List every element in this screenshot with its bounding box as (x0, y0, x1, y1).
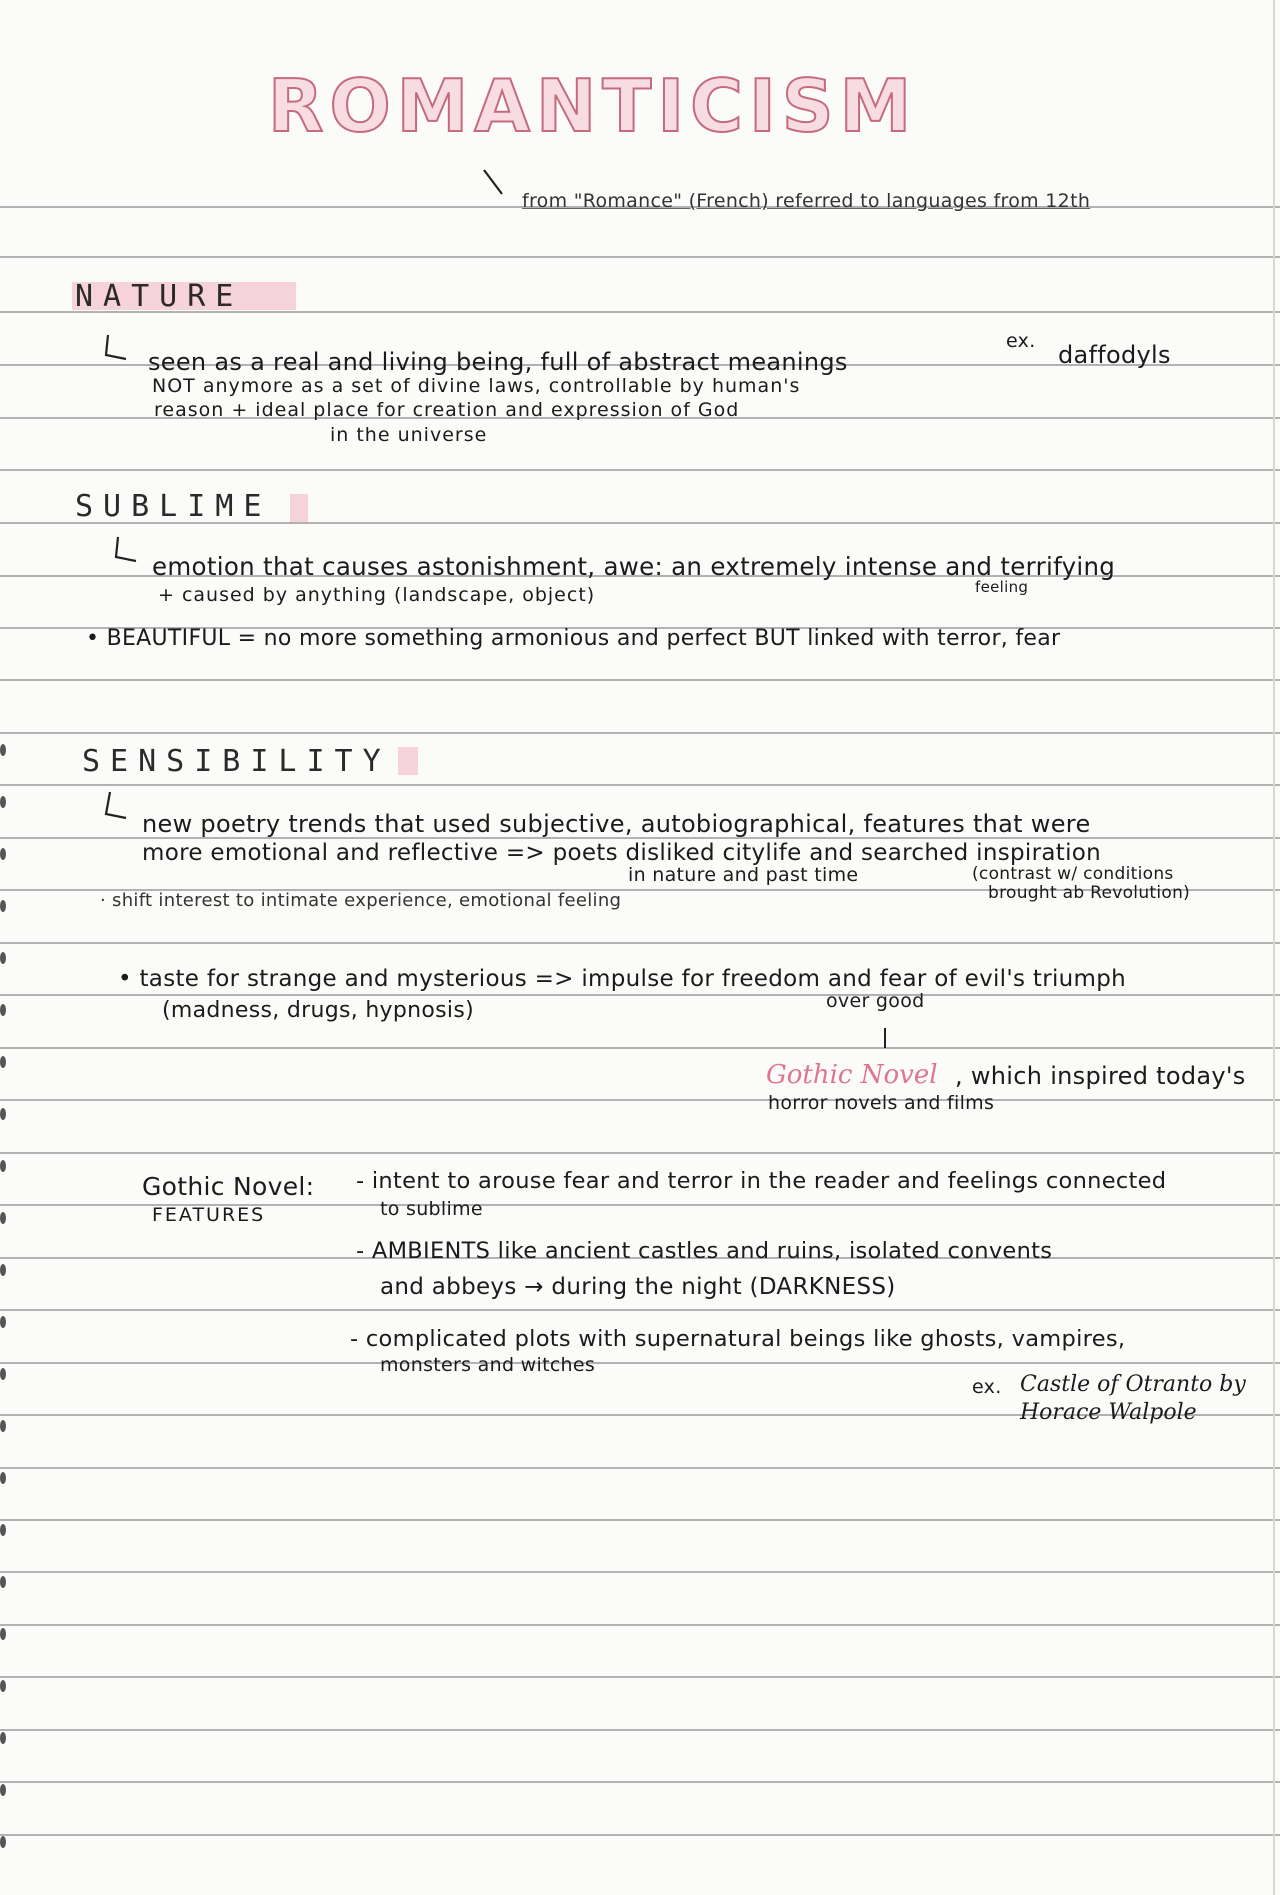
feature-2-line-2: and abbeys → during the night (DARKNESS) (380, 1274, 896, 1300)
feature-3-line-1: - complicated plots with supernatural beings like ghosts, vampires, (350, 1326, 1126, 1352)
heading-highlight (398, 747, 418, 775)
heading-highlight (290, 494, 308, 522)
branch-stroke (102, 333, 132, 363)
gothic-example-line-1: Castle of Otranto by (1020, 1372, 1246, 1397)
sensibility-taste-2: (madness, drugs, hypnosis) (162, 998, 474, 1023)
sensibility-heading: SENSIBILITY (82, 744, 391, 779)
nature-line-4: in the universe (330, 424, 488, 446)
sublime-heading: SUBLIME (75, 489, 272, 524)
gothic-example-label: ex. (972, 1376, 1002, 1398)
gothic-example-line-2: Horace Walpole (1020, 1400, 1197, 1425)
gothic-novel-rest: , which inspired today's (955, 1062, 1246, 1090)
page-title: ROMANTICISM (268, 64, 918, 148)
title-origin-note: from "Romance" (French) referred to languages from 12th (522, 190, 1091, 212)
sensibility-taste-1: • taste for strange and mysterious => impulse for freedom and fear of evil's triumph (118, 966, 1126, 992)
sensibility-line-2: more emotional and reflective => poets disliked citylife and searched inspiration (142, 840, 1102, 866)
sensibility-contrast-2: brought ab Revolution) (988, 883, 1191, 903)
sensibility-line-1: new poetry trends that used subjective, autobiographical, features that were (142, 810, 1091, 838)
feature-3-line-2: monsters and witches (380, 1354, 596, 1376)
branch-stroke (102, 790, 132, 822)
sublime-line-1: emotion that causes astonishment, awe: an extremely intense and terrifying (152, 552, 1116, 581)
nature-example-label: ex. (1006, 330, 1036, 352)
nature-example: daffodyls (1058, 341, 1171, 369)
feature-2-line-1: - AMBIENTS like ancient castles and ruins, isolated convents (356, 1238, 1053, 1264)
sublime-beautiful: • BEAUTIFUL = no more something armonious and perfect BUT linked with terror, fear (86, 626, 1061, 651)
nature-line-3: reason + ideal place for creation and expression of God (154, 399, 740, 421)
feature-1-line-1: - intent to arouse fear and terror in the reader and feelings connected (356, 1168, 1167, 1194)
sublime-line-2: + caused by anything (landscape, object) (158, 584, 596, 606)
sublime-line-1-sub: feeling (975, 578, 1029, 596)
branch-stroke (480, 168, 510, 198)
sensibility-contrast-1: (contrast w/ conditions (972, 864, 1174, 884)
gothic-features-label: Gothic Novel: (142, 1172, 315, 1201)
feature-1-line-2: to sublime (380, 1198, 483, 1220)
sensibility-over-good: over good (826, 990, 925, 1012)
branch-stroke (112, 535, 142, 565)
sensibility-line-3: in nature and past time (628, 864, 859, 886)
binding-holes (0, 740, 14, 1895)
sensibility-shift: · shift interest to intimate experience, emotional feeling (100, 890, 622, 911)
arrow-stroke (884, 1028, 886, 1048)
nature-line-1: seen as a real and living being, full of abstract meanings (148, 348, 848, 376)
nature-line-2: NOT anymore as a set of divine laws, controllable by human's (152, 375, 801, 397)
nature-heading: NATURE (75, 279, 244, 314)
gothic-novel-link: Gothic Novel (766, 1060, 938, 1090)
gothic-features-sublabel: FEATURES (152, 1204, 266, 1226)
gothic-novel-rest-2: horror novels and films (768, 1092, 995, 1114)
